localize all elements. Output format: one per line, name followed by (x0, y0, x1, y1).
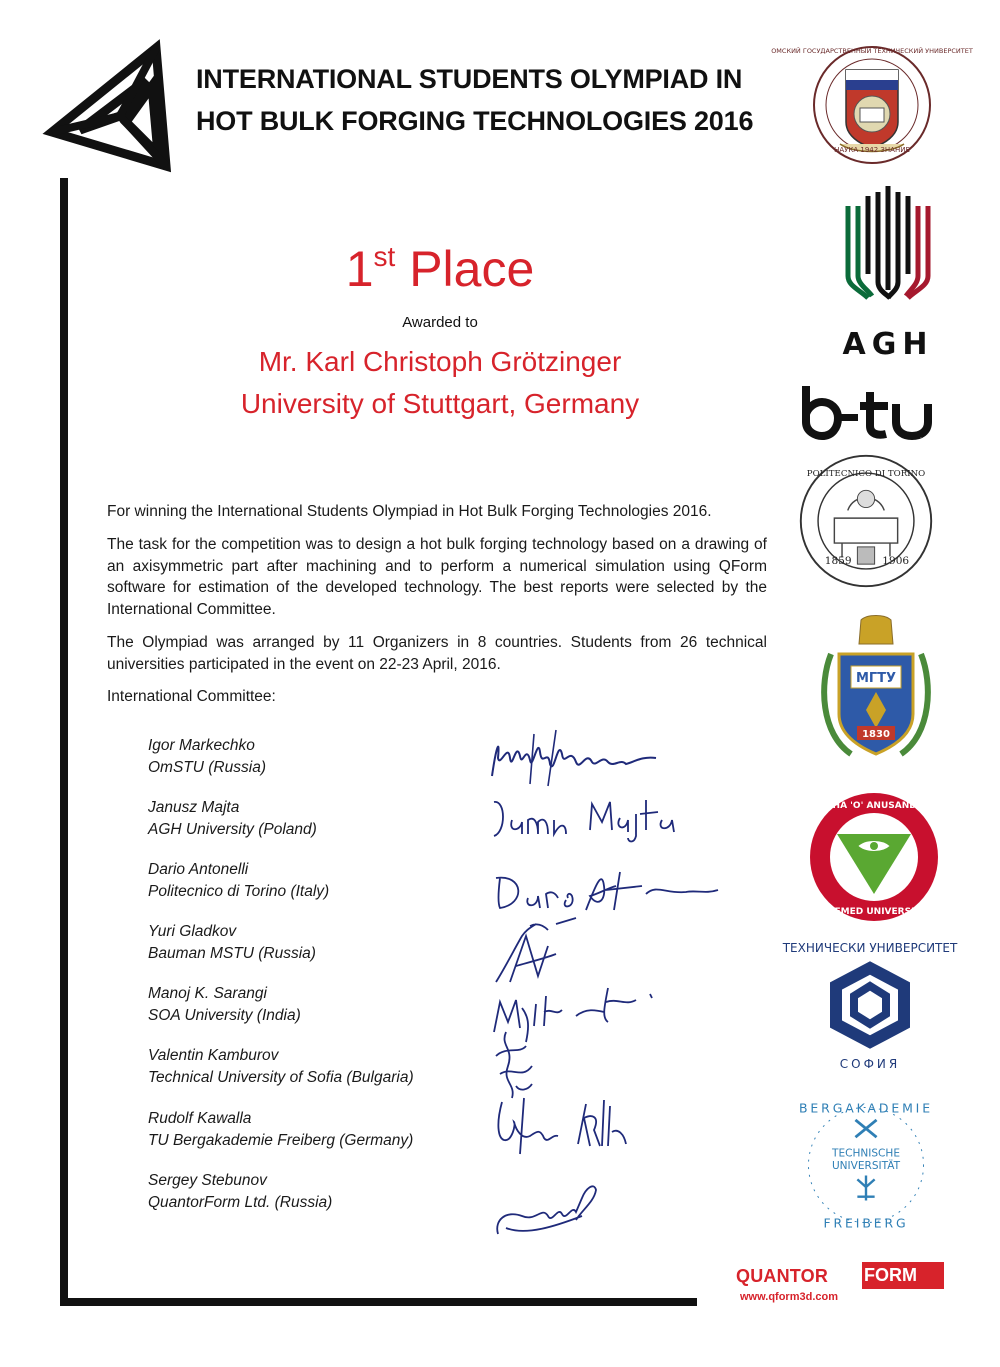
member-affiliation: Politecnico di Torino (Italy) (148, 883, 330, 900)
frame-bottom-line (60, 1298, 697, 1306)
awarded-to-label: Awarded to (402, 314, 478, 331)
committee-member (148, 735, 478, 779)
btu-text: b-tu (920, 438, 922, 439)
certificate-title-line2: HOT BULK FORGING TECHNOLOGIES 2016 (196, 106, 754, 136)
signature-icon (486, 728, 726, 788)
freiberg-bottom-text: FREIBERG (823, 1215, 909, 1231)
member-name: Igor Markechko (148, 737, 255, 754)
place-heading (250, 240, 630, 310)
signature-icon (486, 792, 726, 846)
soa-bottom-text: DEEMED UNIVERSITY (820, 907, 928, 917)
brand-left-text: QUANTOR (736, 1266, 829, 1286)
member-name: Valentin Kamburov (148, 1047, 279, 1064)
committee-member (148, 1108, 478, 1152)
member-affiliation: SOA University (India) (148, 1007, 301, 1024)
place-word: Place (409, 241, 535, 297)
quantorform-logo (736, 1262, 946, 1290)
polito-ring-text: POLITECNICO DI TORINO (806, 468, 926, 479)
signature-icon (486, 916, 726, 990)
frame-left-line (60, 178, 68, 1306)
member-name: Rudolf Kawalla (148, 1110, 252, 1127)
soa-top-text: SIKSHA 'O' ANUSANDHAN (809, 801, 939, 811)
member-name: Sergey Stebunov (148, 1172, 267, 1189)
certificate-title-line1: INTERNATIONAL STUDENTS OLYMPIAD IN (196, 64, 743, 94)
website-url[interactable]: www.qform3d.com (740, 1291, 838, 1303)
triangle-emblem-icon (48, 44, 176, 172)
committee-member (148, 797, 478, 841)
omstu-seal-icon (771, 40, 973, 170)
polito-year-right: 1906 (882, 555, 910, 568)
committee-member (148, 921, 478, 965)
paragraph-winning: For winning the International Students Olympiad in Hot Bulk Forging Technologies 2016. (107, 503, 712, 520)
agh-logo-icon (822, 186, 962, 362)
freiberg-center-line2: UNIVERSITÄT (831, 1159, 901, 1172)
sofia-bottom-text: СОФИЯ (839, 1057, 901, 1071)
member-name: Dario Antonelli (148, 861, 249, 878)
place-number: 1 (345, 241, 374, 297)
signature-icon (486, 1094, 726, 1164)
member-affiliation: Technical University of Sofia (Bulgaria) (148, 1069, 414, 1086)
bauman-crest-icon (806, 614, 946, 764)
sofia-logo-icon (782, 934, 958, 1074)
signature-icon (486, 1176, 726, 1242)
member-name: Janusz Majta (148, 799, 240, 816)
soa-badge-icon (804, 790, 944, 924)
polito-seal-icon (796, 448, 936, 594)
paragraph-organizers: The Olympiad was arranged by 11 Organizers in 8 countries. Students from 26 technical universities participated in the event on 22-23 April, 2016. (107, 634, 767, 673)
bauman-badge-text: МГТУ (855, 671, 897, 686)
member-affiliation: OmSTU (Russia) (148, 759, 266, 776)
sofia-ring-text: ТЕХНИЧЕСКИ УНИВЕРСИТЕТ (782, 941, 958, 955)
recipient-university: University of Stuttgart, Germany (240, 388, 640, 419)
place-suffix: st (373, 241, 396, 272)
member-affiliation: TU Bergakademie Freiberg (Germany) (148, 1132, 414, 1149)
committee-heading: International Committee: (107, 688, 276, 705)
member-name: Manoj K. Sarangi (148, 985, 267, 1002)
signature-icon (486, 864, 726, 918)
omstu-ring-text: ОМСКИЙ ГОСУДАРСТВЕННЫЙ ТЕХНИЧЕСКИЙ УНИВЕРСИТЕТ (771, 47, 973, 55)
paragraph-task: The task for the competition was to design a hot bulk forging technology based on a drawing of an axisymmetric part after machining and to perform a numerical simulation using QForm software for estimation of the developed technology. The best reports were selected by the International Committee. (107, 536, 767, 618)
member-affiliation: QuantorForm Ltd. (Russia) (148, 1194, 333, 1211)
omstu-ribbon-text: НАУКА 1942 ЗНАНИЕ (834, 146, 910, 154)
member-affiliation: Bauman MSTU (Russia) (148, 945, 316, 962)
committee-member (148, 983, 478, 1027)
member-affiliation: AGH University (Poland) (148, 821, 317, 838)
freiberg-top-text: BERGAKADEMIE (799, 1100, 933, 1116)
committee-member (148, 859, 478, 903)
freiberg-center-line1: TECHNISCHE (832, 1147, 900, 1160)
committee-member (148, 1170, 478, 1214)
recipient-name: Mr. Karl Christoph Grötzinger (258, 346, 622, 377)
freiberg-seal-icon (796, 1092, 936, 1238)
committee-member (148, 1045, 478, 1089)
bauman-year-text: 1830 (862, 729, 890, 740)
member-name: Yuri Gladkov (148, 923, 237, 940)
brand-right-text: FORM (862, 1262, 944, 1289)
btu-logo-icon (800, 384, 940, 440)
polito-year-left: 1859 (824, 555, 852, 568)
agh-text: AGH (842, 327, 934, 362)
